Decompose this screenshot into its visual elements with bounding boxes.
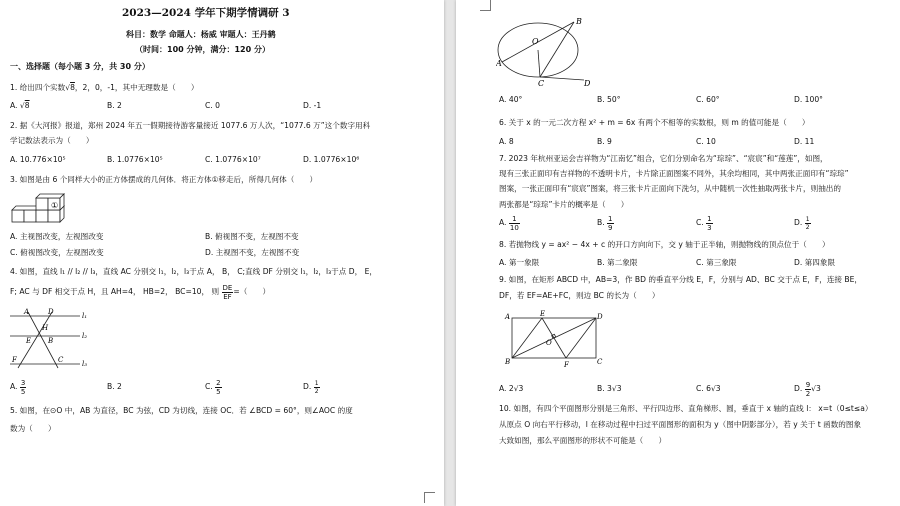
q10-line1: 10. 如图，有四个平面图形分别是三角形、平行四边形、直角梯形、圆，垂直于 x 轴的直线 l： x=t（0≤t≤a） <box>499 404 873 413</box>
q7-line3: 图案，一张正面印有“宸宸”图案，将三张卡片正面向下洗匀，从中随机一次性抽取两张卡片，则抽出的 <box>499 184 841 193</box>
q3-option-d: D. 主视图不变，左视图不变 <box>205 248 300 257</box>
q5-option-a: A. 40° <box>499 95 523 104</box>
svg-text:l₃: l₃ <box>82 360 88 368</box>
q4-line1: 4. 如图，直线 l₁ // l₂ // l₃，直线 AC 分别交 l₁，l₂，l₃于点 A， B， C;直线 DF 分别交 l₁，l₂，l₃于点 D， E， <box>10 267 378 276</box>
q2-option-b: B. 1.0776×10⁵ <box>107 155 163 164</box>
q1-stem <box>10 83 198 93</box>
page-corner-mark <box>480 0 491 11</box>
q7-line2: 现有三张正面印有吉祥物的不透明卡片，卡片除正面图案不同外，其余均相同，其中两张正面印有“琮琮” <box>499 169 849 178</box>
q9-option-c: C. 6√3 <box>696 384 721 393</box>
q8-option-d: D. 第四象限 <box>794 258 836 267</box>
svg-text:l₁: l₁ <box>82 312 88 320</box>
q6-line1: 6. 关于 x 的一元二次方程 x² + m = 6x 有两个不相等的实数根，则 m 的值可能是（ ） <box>499 118 810 127</box>
exam-title: 2023—2024 学年下期学情调研 3 <box>122 7 290 19</box>
svg-text:D: D <box>597 313 603 321</box>
q1-sqrt: √8 <box>65 83 75 92</box>
page-left <box>0 0 444 506</box>
svg-text:F: F <box>564 361 569 369</box>
svg-text:l₂: l₂ <box>82 332 88 340</box>
svg-text:H: H <box>42 324 49 332</box>
q4-option-c: C. $\frac{2}{5}$ <box>205 378 221 396</box>
q6-option-d: D. 11 <box>794 137 815 146</box>
svg-text:C: C <box>58 356 64 364</box>
q1-post: ，2，0，-1，其中无理数是（ ） <box>74 83 199 92</box>
time-line: （时间：100 分钟，满分：120 分） <box>135 45 270 54</box>
q5-option-c: C. 60° <box>696 95 720 104</box>
q4-fraction: $\frac{DE}{EF}$ <box>222 283 233 301</box>
q2-option-d: D. 1.0776×10⁶ <box>303 155 360 164</box>
svg-text:O: O <box>546 339 552 347</box>
q7-option-b: B. $\frac{1}{9}$ <box>597 214 613 232</box>
q1-sqrt-arg: 8 <box>70 83 75 92</box>
section-heading: 一、选择题（每小题 3 分，共 30 分） <box>10 62 150 71</box>
q2-line2: 学记数法表示为（ ） <box>10 136 94 145</box>
q7-option-c: C. $\frac{1}{3}$ <box>696 214 712 232</box>
page-right <box>456 0 900 506</box>
q4-parallel-lines-figure <box>6 306 90 372</box>
svg-text:D: D <box>584 79 591 88</box>
q10-line3: 大致如图，那么平面图形的形状不可能是（ ） <box>499 436 667 445</box>
svg-text:E: E <box>26 337 32 345</box>
q8-option-c: C. 第三象限 <box>696 258 737 267</box>
svg-text:O: O <box>532 37 539 46</box>
q5-option-d: D. 100° <box>794 95 823 104</box>
q6-option-b: B. 9 <box>597 137 612 146</box>
svg-text:F: F <box>12 356 17 364</box>
q5-line1: 5. 如图，在⊙O 中，AB 为直径，BC 为弦，CD 为切线，连接 OC．若 ∠BCD = 60°，则∠AOC 的度 <box>10 406 353 415</box>
svg-text:B: B <box>576 17 582 26</box>
q1-option-a: A. √8 <box>10 101 30 110</box>
q5-circle-figure <box>496 14 596 88</box>
q8-option-a: A. 第一象限 <box>499 258 540 267</box>
q7-option-a: A. $\frac{1}{10}$ <box>499 214 519 232</box>
q9-line1: 9. 如图，在矩形 ABCD 中，AB=3，作 BD 的垂直平分线 E，F，分别与 AD、BC 交于点 E，F，连接 BE， <box>499 275 863 284</box>
svg-text:D: D <box>48 308 54 316</box>
q1-pre: 1. 给出四个实数 <box>10 83 66 92</box>
q8-option-b: B. 第二象限 <box>597 258 638 267</box>
q9-rectangle-figure <box>504 310 604 370</box>
svg-text:A: A <box>496 59 502 68</box>
q2-option-a: A. 10.776×10⁵ <box>10 155 66 164</box>
svg-text:C: C <box>538 79 545 88</box>
subject-line: 科目：数学 命题人：杨威 审题人：王丹鹤 <box>126 30 276 39</box>
q2-line1: 2. 据《大河报》报道，郑州 2024 年五一假期接待游客量接近 1077.6 万人次，“1077.6 万”这个数字用科 <box>10 121 371 130</box>
q7-line4: 两张都是“琮琮”卡片的概率是（ ） <box>499 200 629 209</box>
q1-option-b: B. 2 <box>107 101 122 110</box>
q4-option-b: B. 2 <box>107 382 122 391</box>
svg-text:B: B <box>48 337 54 345</box>
q3-option-b: B. 俯视图不变，左视图不变 <box>205 232 299 241</box>
q4-option-d: D. $\frac{1}{2}$ <box>303 379 319 395</box>
q3-cube-label: ① <box>51 201 59 210</box>
q3-cube-figure <box>10 192 74 226</box>
q9-option-b: B. 3√3 <box>597 384 622 393</box>
q3-line1: 3. 如图是由 6 个同样大小的正方体摆成的几何体．将正方体①移走后，所得几何体（ ） <box>10 175 318 184</box>
q4-option-a: A. $\frac{3}{5}$ <box>10 378 26 396</box>
q2-option-c: C. 1.0776×10⁷ <box>205 155 261 164</box>
q5-option-b: B. 50° <box>597 95 621 104</box>
q4-line2: F; AC 与 DF 相交于点 H，且 AH=4， HB=2， BC=10， 则 $\frac{DE}{EF}$ =（ ） <box>10 283 271 301</box>
q9-option-a: A. 2√3 <box>499 384 524 393</box>
q8-line1: 8. 若抛物线 y = ax² − 4x + c 的开口方向向下，交 y 轴于正半轴，则抛物线的顶点位于（ ） <box>499 240 830 249</box>
q10-line2: 从原点 O 向右平行移动，l 在移动过程中扫过平面图形的面积为 y（图中阴影部分），若 y 关于 t 函数的图象 <box>499 420 862 429</box>
q3-option-c: C. 俯视图改变，左视图改变 <box>10 248 104 257</box>
q5-line2: 数为（ ） <box>10 424 56 433</box>
svg-text:A: A <box>24 308 30 316</box>
page-corner-mark <box>424 492 435 503</box>
svg-text:C: C <box>597 358 603 366</box>
q1-option-c: C. 0 <box>205 101 220 110</box>
q9-line2: DF，若 EF=AE+FC，则边 BC 的长为（ ） <box>499 291 660 300</box>
q7-option-d: D. $\frac{1}{2}$ <box>794 215 810 231</box>
q1-option-d: D. -1 <box>303 101 322 110</box>
svg-text:A: A <box>505 313 511 321</box>
q9-option-d: D. $\frac{9}{2}$ √3 <box>794 380 821 398</box>
q6-option-a: A. 8 <box>499 137 514 146</box>
q3-option-a: A. 主视图改变，左视图改变 <box>10 232 104 241</box>
q6-option-c: C. 10 <box>696 137 716 146</box>
svg-text:E: E <box>540 310 546 318</box>
svg-text:B: B <box>505 358 511 366</box>
q7-line1: 7. 2023 年杭州亚运会吉祥物为“江南忆”组合，它们分别命名为“琮琮”、“宸宸”和“莲莲”，如图， <box>499 154 828 163</box>
